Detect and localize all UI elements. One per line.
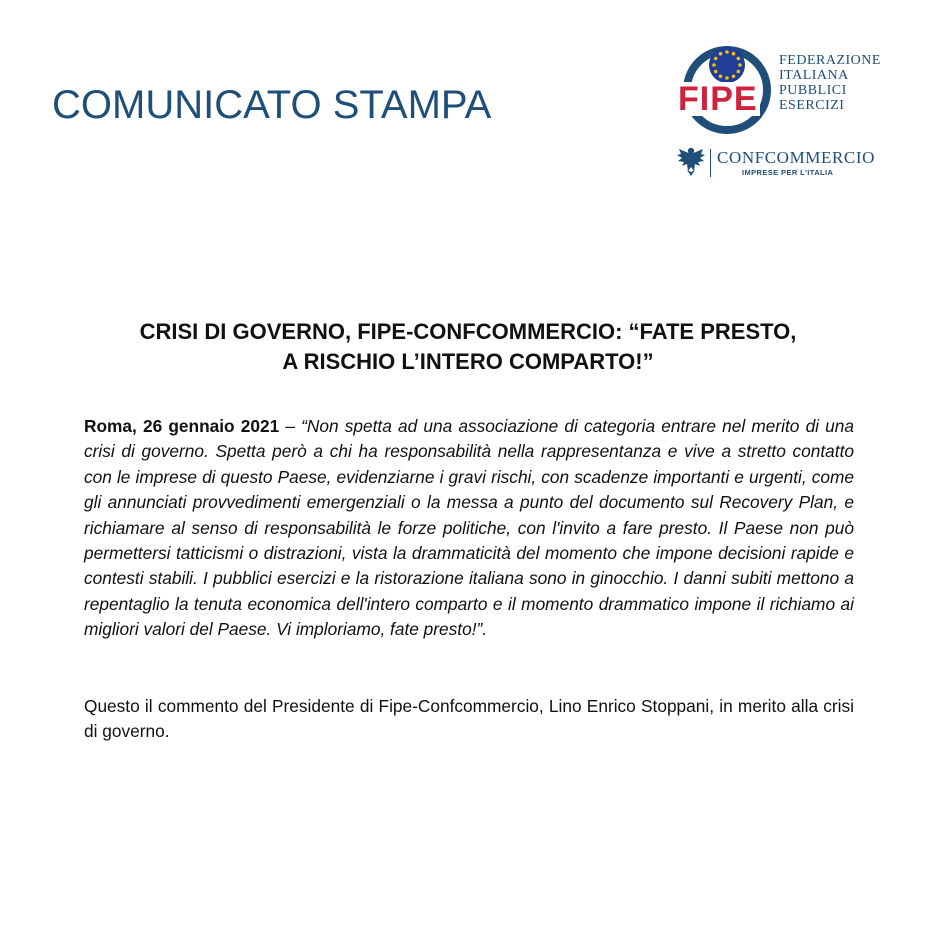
- confcommercio-logo: [676, 145, 886, 179]
- president-quote: “Non spetta ad una associazione di categoria entrare nel merito di una crisi di governo. Spetta però a chi ha responsabilità nella rappresentanza e vive a stretto contatto con le imprese di questo Paese, evidenziarne i gravi rischi, con scadenze importanti e urgenti, come gli annunciati provvedimenti emergenziali o la messa a punto del documento sul Recovery Plan, e richiamare al senso di responsabilità le forze politiche, con l'invito a fare presto. Il Paese non può permettersi tatticismi o distrazioni, vista la drammaticità del momento che impone decisioni rapide e contesti stabili. I pubblici esercizi e la ristorazione italiana sono in ginocchio. I danni subiti mettono a repentaglio la tenuta economica dell'intero comparto e il momento drammatico impone il richiamo ai migliori valori del Paese. Vi imploriamo, fate presto!”.: [84, 416, 855, 640]
- federation-line: ITALIANA: [779, 68, 849, 83]
- eagle-icon: [676, 145, 706, 177]
- dateline-separator: –: [279, 416, 302, 436]
- dateline: Roma, 26 gennaio 2021: [84, 416, 280, 436]
- page-title: COMUNICATO STAMPA: [52, 83, 492, 127]
- confcommercio-wordmark: CONFCOMMERCIO: [717, 148, 875, 167]
- press-body-paragraph: [84, 414, 854, 643]
- closing-paragraph: Questo il commento del Presidente di Fipe-Confcommercio, Lino Enrico Stoppani, in merito alla crisi di governo.: [84, 696, 854, 742]
- press-headline: [60, 317, 876, 377]
- headline-line: A RISCHIO L’INTERO COMPARTO!”: [282, 349, 654, 374]
- fipe-wordmark: FIPE: [678, 80, 758, 118]
- federation-name: [779, 53, 881, 113]
- federation-line: FEDERAZIONE: [779, 53, 881, 68]
- headline-line: CRISI DI GOVERNO, FIPE-CONFCOMMERCIO: “FATE PRESTO,: [139, 319, 797, 344]
- confcommercio-tagline: IMPRESE PER L'ITALIA: [742, 168, 834, 177]
- fipe-logo: [676, 44, 886, 144]
- federation-line: ESERCIZI: [779, 98, 845, 113]
- federation-line: PUBBLICI: [779, 83, 847, 98]
- logo-divider: [710, 149, 711, 177]
